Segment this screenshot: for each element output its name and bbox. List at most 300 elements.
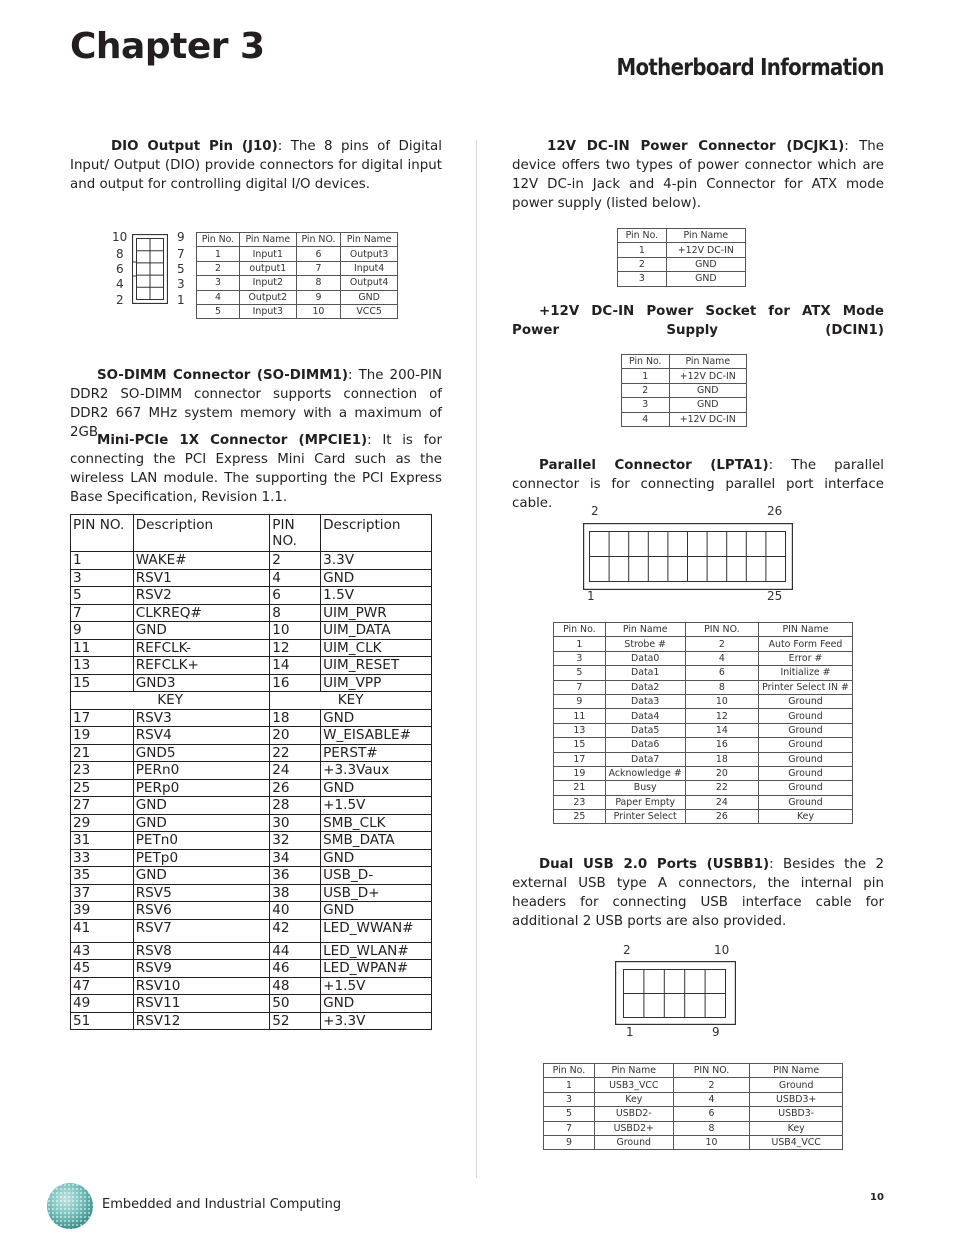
table-cell: 20 bbox=[685, 766, 758, 780]
table-row bbox=[71, 797, 432, 815]
dio-title: DIO Output Pin (J10) bbox=[111, 139, 278, 154]
usb-label: 2 bbox=[623, 943, 631, 957]
table-row bbox=[197, 276, 398, 290]
table-row bbox=[71, 832, 432, 850]
column-header: Description bbox=[321, 515, 432, 552]
table-row bbox=[71, 657, 432, 675]
table-cell: GND bbox=[341, 290, 398, 304]
table-cell: Ground bbox=[594, 1135, 673, 1149]
table-cell: GND bbox=[133, 814, 270, 832]
table-cell: Ground bbox=[759, 694, 853, 708]
table-cell: USB_D- bbox=[321, 867, 432, 885]
table-cell: 1 bbox=[71, 552, 134, 570]
table-cell: 19 bbox=[71, 727, 134, 745]
table-cell: 7 bbox=[71, 604, 134, 622]
sodimm-title: SO-DIMM Connector (SO-DIMM1) bbox=[97, 368, 348, 383]
table-cell: UIM_VPP bbox=[321, 674, 432, 692]
table-row bbox=[544, 1135, 843, 1149]
table-cell: SMB_CLK bbox=[321, 814, 432, 832]
table-row bbox=[71, 919, 432, 942]
table-cell: Input2 bbox=[239, 276, 296, 290]
minipcie-rows bbox=[71, 552, 432, 1030]
table-cell: Ground bbox=[759, 766, 853, 780]
table-cell: SMB_DATA bbox=[321, 832, 432, 850]
table-cell: 2 bbox=[618, 257, 667, 271]
table-cell: 25 bbox=[71, 779, 134, 797]
table-cell: +12V DC-IN bbox=[666, 243, 745, 257]
table-cell: 4 bbox=[673, 1092, 750, 1106]
table-cell: RSV4 bbox=[133, 727, 270, 745]
table-cell: 17 bbox=[554, 752, 606, 766]
table-row bbox=[622, 398, 747, 412]
dio-label: 2 bbox=[116, 293, 124, 307]
table-cell: Key bbox=[750, 1121, 843, 1135]
table-cell: 3 bbox=[544, 1092, 595, 1106]
table-cell: 27 bbox=[71, 797, 134, 815]
table-cell: 10 bbox=[296, 304, 341, 318]
table-cell: USB_D+ bbox=[321, 884, 432, 902]
table-cell: REFCLK- bbox=[133, 639, 270, 657]
usb-pin-table bbox=[543, 1063, 843, 1150]
table-cell: 2 bbox=[270, 552, 321, 570]
dio-label: 9 bbox=[177, 230, 185, 244]
table-cell: RSV8 bbox=[133, 942, 270, 960]
usb-header-shape bbox=[615, 961, 736, 1025]
table-cell: 16 bbox=[270, 674, 321, 692]
key-cell: KEY bbox=[270, 692, 432, 710]
table-cell: Ground bbox=[750, 1078, 843, 1092]
table-cell: USBD2+ bbox=[594, 1121, 673, 1135]
table-cell: 45 bbox=[71, 960, 134, 978]
dio-paragraph bbox=[70, 137, 442, 194]
column-header: Pin Name bbox=[605, 623, 685, 637]
dio-label: 4 bbox=[116, 277, 124, 291]
table-cell: 21 bbox=[71, 744, 134, 762]
table-cell: 34 bbox=[270, 849, 321, 867]
table-cell: 3 bbox=[197, 276, 240, 290]
table-header-row bbox=[618, 229, 746, 243]
table-cell: Input1 bbox=[239, 247, 296, 261]
table-cell: Data7 bbox=[605, 752, 685, 766]
minipcie-title: Mini-PCIe 1X Connector (MPCIE1) bbox=[97, 433, 368, 448]
dio-pin-table bbox=[196, 232, 398, 319]
table-cell: RSV12 bbox=[133, 1012, 270, 1030]
table-cell: GND bbox=[321, 569, 432, 587]
table-row bbox=[71, 569, 432, 587]
table-cell: 47 bbox=[71, 977, 134, 995]
table-cell: 20 bbox=[270, 727, 321, 745]
table-row bbox=[554, 637, 853, 651]
column-header: Pin Name bbox=[669, 355, 746, 369]
table-cell: 26 bbox=[685, 810, 758, 824]
table-row bbox=[544, 1092, 843, 1106]
table-cell: 33 bbox=[71, 849, 134, 867]
table-cell: Data3 bbox=[605, 694, 685, 708]
table-cell: 8 bbox=[270, 604, 321, 622]
table-cell: GND bbox=[133, 867, 270, 885]
table-row bbox=[71, 779, 432, 797]
table-row bbox=[554, 738, 853, 752]
table-cell: REFCLK+ bbox=[133, 657, 270, 675]
table-cell: 32 bbox=[270, 832, 321, 850]
column-header: Pin NO. bbox=[296, 233, 341, 247]
table-cell: USB3_VCC bbox=[594, 1078, 673, 1092]
table-cell: 38 bbox=[270, 884, 321, 902]
table-cell: 3 bbox=[622, 398, 670, 412]
table-cell: 36 bbox=[270, 867, 321, 885]
table-row bbox=[71, 587, 432, 605]
minipcie-text: : It is for connecting the PCI Express Mini Card such as the wireless LAN module. The supporting the PCI Express Base Specification, Revision 1.1. bbox=[70, 433, 442, 505]
table-cell: W_EISABLE# bbox=[321, 727, 432, 745]
table-row bbox=[71, 622, 432, 640]
table-cell: 28 bbox=[270, 797, 321, 815]
table-row bbox=[554, 651, 853, 665]
table-row bbox=[554, 810, 853, 824]
table-cell: 44 bbox=[270, 942, 321, 960]
table-row bbox=[544, 1078, 843, 1092]
table-cell: 8 bbox=[685, 680, 758, 694]
table-header-row bbox=[71, 515, 432, 552]
table-cell: 3 bbox=[554, 651, 606, 665]
table-cell: GND bbox=[321, 995, 432, 1013]
table-row bbox=[71, 942, 432, 960]
usb-label: 9 bbox=[712, 1025, 720, 1039]
lpt-label: 26 bbox=[767, 504, 783, 518]
column-header: Description bbox=[133, 515, 270, 552]
table-header-row bbox=[544, 1064, 843, 1078]
table-row bbox=[544, 1107, 843, 1121]
table-row bbox=[197, 261, 398, 275]
table-cell: 51 bbox=[71, 1012, 134, 1030]
key-row bbox=[71, 692, 432, 710]
table-cell: GND bbox=[666, 257, 745, 271]
column-header: PIN NO. bbox=[673, 1064, 750, 1078]
lpt-label: 2 bbox=[591, 504, 599, 518]
table-cell: +12V DC-IN bbox=[669, 412, 746, 426]
table-cell: 15 bbox=[554, 738, 606, 752]
table-cell: GND3 bbox=[133, 674, 270, 692]
table-cell: GND bbox=[321, 709, 432, 727]
table-cell: Acknowledge # bbox=[605, 766, 685, 780]
table-cell: USBD3- bbox=[750, 1107, 843, 1121]
table-cell: 11 bbox=[554, 709, 606, 723]
table-cell: UIM_RESET bbox=[321, 657, 432, 675]
lpt-label: 25 bbox=[767, 589, 783, 603]
column-header: Pin No. bbox=[554, 623, 606, 637]
table-cell: UIM_CLK bbox=[321, 639, 432, 657]
table-cell: 2 bbox=[685, 637, 758, 651]
table-row bbox=[71, 867, 432, 885]
table-cell: Data5 bbox=[605, 723, 685, 737]
table-row bbox=[554, 694, 853, 708]
table-cell: 24 bbox=[685, 795, 758, 809]
column-header: Pin No. bbox=[622, 355, 670, 369]
table-row bbox=[71, 744, 432, 762]
dio-label: 8 bbox=[116, 247, 124, 261]
table-cell: Auto Form Feed bbox=[759, 637, 853, 651]
table-cell: Data2 bbox=[605, 680, 685, 694]
table-cell: 9 bbox=[544, 1135, 595, 1149]
table-cell: UIM_PWR bbox=[321, 604, 432, 622]
table-cell: 24 bbox=[270, 762, 321, 780]
table-cell: 48 bbox=[270, 977, 321, 995]
key-cell: KEY bbox=[71, 692, 270, 710]
table-cell: 41 bbox=[71, 919, 134, 942]
table-cell: GND bbox=[133, 622, 270, 640]
table-cell: 6 bbox=[673, 1107, 750, 1121]
minipcie-pin-table bbox=[70, 514, 432, 1030]
table-cell: 1 bbox=[554, 637, 606, 651]
table-cell: GND bbox=[669, 398, 746, 412]
table-row bbox=[544, 1121, 843, 1135]
table-cell: GND bbox=[666, 272, 745, 286]
table-row bbox=[554, 766, 853, 780]
dcjk-pin-table bbox=[617, 228, 746, 287]
table-cell: Ground bbox=[759, 752, 853, 766]
table-row bbox=[71, 709, 432, 727]
usb-label: 10 bbox=[714, 943, 730, 957]
dio-label: 7 bbox=[177, 247, 185, 261]
table-row bbox=[554, 709, 853, 723]
table-cell: 22 bbox=[685, 781, 758, 795]
table-row bbox=[71, 552, 432, 570]
table-cell: 4 bbox=[197, 290, 240, 304]
table-cell: CLKREQ# bbox=[133, 604, 270, 622]
table-row bbox=[71, 849, 432, 867]
table-cell: 23 bbox=[71, 762, 134, 780]
table-cell: UIM_DATA bbox=[321, 622, 432, 640]
usb-label: 1 bbox=[626, 1025, 634, 1039]
table-cell: 37 bbox=[71, 884, 134, 902]
table-cell: VCC5 bbox=[341, 304, 398, 318]
dio-text: : The 8 pins of Digital Input/ Output (DIO) provide connectors for digital input and output for controlling digital I/O devices. bbox=[70, 139, 442, 192]
table-cell: 3 bbox=[618, 272, 667, 286]
table-cell: 10 bbox=[685, 694, 758, 708]
chapter-heading: Chapter 3 bbox=[70, 26, 265, 67]
usb-text: : Besides the 2 external USB type A connectors, the internal pin headers for connecting USB interface cable for additional 2 USB ports are also provided. bbox=[512, 857, 884, 929]
table-cell: 13 bbox=[71, 657, 134, 675]
table-cell: PERST# bbox=[321, 744, 432, 762]
table-cell: PETn0 bbox=[133, 832, 270, 850]
dio-label: 6 bbox=[116, 262, 124, 276]
table-cell: 16 bbox=[685, 738, 758, 752]
table-cell: 7 bbox=[544, 1121, 595, 1135]
table-cell: Output3 bbox=[341, 247, 398, 261]
table-cell: GND bbox=[669, 383, 746, 397]
table-row bbox=[71, 1012, 432, 1030]
lpt-title: Parallel Connector (LPTA1) bbox=[539, 458, 769, 473]
table-cell: 9 bbox=[71, 622, 134, 640]
table-cell: 1 bbox=[618, 243, 667, 257]
table-cell: Ground bbox=[759, 709, 853, 723]
table-cell: 39 bbox=[71, 902, 134, 920]
dio-label: 3 bbox=[177, 277, 185, 291]
table-cell: 21 bbox=[554, 781, 606, 795]
table-cell: 7 bbox=[296, 261, 341, 275]
table-cell: 12 bbox=[685, 709, 758, 723]
table-row bbox=[554, 795, 853, 809]
dio-label: 5 bbox=[177, 262, 185, 276]
table-cell: 8 bbox=[673, 1121, 750, 1135]
table-cell: Ground bbox=[759, 738, 853, 752]
table-cell: 18 bbox=[685, 752, 758, 766]
table-cell: +1.5V bbox=[321, 797, 432, 815]
table-cell: Busy bbox=[605, 781, 685, 795]
table-cell: Data4 bbox=[605, 709, 685, 723]
table-cell: USBD2- bbox=[594, 1107, 673, 1121]
column-header: Pin No. bbox=[544, 1064, 595, 1078]
table-cell: +1.5V bbox=[321, 977, 432, 995]
table-row bbox=[71, 762, 432, 780]
table-cell: Ground bbox=[759, 795, 853, 809]
table-cell: 5 bbox=[554, 666, 606, 680]
table-cell: GND bbox=[321, 849, 432, 867]
table-cell: 2 bbox=[622, 383, 670, 397]
table-cell: Input4 bbox=[341, 261, 398, 275]
lpt-header-shape bbox=[583, 523, 793, 590]
table-row bbox=[197, 290, 398, 304]
table-cell: 12 bbox=[270, 639, 321, 657]
table-cell: 22 bbox=[270, 744, 321, 762]
table-cell: RSV3 bbox=[133, 709, 270, 727]
table-cell: 31 bbox=[71, 832, 134, 850]
table-row bbox=[197, 304, 398, 318]
table-cell: +12V DC-IN bbox=[669, 369, 746, 383]
table-cell: 13 bbox=[554, 723, 606, 737]
table-cell: 4 bbox=[685, 651, 758, 665]
table-cell: 6 bbox=[296, 247, 341, 261]
table-cell: 10 bbox=[673, 1135, 750, 1149]
table-cell: Printer Select bbox=[605, 810, 685, 824]
table-cell: 15 bbox=[71, 674, 134, 692]
table-cell: WAKE# bbox=[133, 552, 270, 570]
table-cell: PERp0 bbox=[133, 779, 270, 797]
table-cell: 42 bbox=[270, 919, 321, 942]
table-row bbox=[71, 674, 432, 692]
table-cell: 2 bbox=[197, 261, 240, 275]
table-cell: 23 bbox=[554, 795, 606, 809]
table-cell: 1 bbox=[197, 247, 240, 261]
table-cell: 8 bbox=[296, 276, 341, 290]
table-row bbox=[197, 247, 398, 261]
table-row bbox=[554, 666, 853, 680]
column-header: Pin No. bbox=[618, 229, 667, 243]
table-row bbox=[71, 995, 432, 1013]
table-row bbox=[554, 752, 853, 766]
table-cell: 10 bbox=[270, 622, 321, 640]
table-row bbox=[71, 977, 432, 995]
table-cell: 11 bbox=[71, 639, 134, 657]
table-cell: 30 bbox=[270, 814, 321, 832]
table-cell: Data6 bbox=[605, 738, 685, 752]
table-row bbox=[71, 727, 432, 745]
table-cell: USB4_VCC bbox=[750, 1135, 843, 1149]
table-cell: GND bbox=[133, 797, 270, 815]
table-cell: LED_WLAN# bbox=[321, 942, 432, 960]
table-cell: 26 bbox=[270, 779, 321, 797]
dcjk-paragraph bbox=[512, 137, 884, 213]
dcin-heading bbox=[512, 302, 884, 340]
table-cell: RSV7 bbox=[133, 919, 270, 942]
table-row bbox=[71, 884, 432, 902]
table-cell: 46 bbox=[270, 960, 321, 978]
table-row bbox=[71, 902, 432, 920]
table-cell: LED_WPAN# bbox=[321, 960, 432, 978]
table-cell: Key bbox=[594, 1092, 673, 1106]
table-cell: PERn0 bbox=[133, 762, 270, 780]
dio-label: 1 bbox=[177, 293, 185, 307]
table-cell: Data0 bbox=[605, 651, 685, 665]
table-cell: Initialize # bbox=[759, 666, 853, 680]
usb-paragraph bbox=[512, 855, 884, 931]
table-cell: 50 bbox=[270, 995, 321, 1013]
table-cell: Output4 bbox=[341, 276, 398, 290]
table-cell: 43 bbox=[71, 942, 134, 960]
table-cell: 3.3V bbox=[321, 552, 432, 570]
column-header: PIN NO. bbox=[270, 515, 321, 552]
table-cell: 18 bbox=[270, 709, 321, 727]
table-row bbox=[622, 369, 747, 383]
table-cell: 29 bbox=[71, 814, 134, 832]
table-cell: RSV6 bbox=[133, 902, 270, 920]
dio-label: 10 bbox=[112, 230, 128, 244]
column-divider bbox=[476, 140, 477, 1178]
table-cell: Input3 bbox=[239, 304, 296, 318]
table-cell: 2 bbox=[673, 1078, 750, 1092]
sodimm-text: : The 200-PIN DDR2 SO-DIMM connector supports connection of DDR2 667 MHz system memory with a maximum of 2GB. bbox=[70, 368, 442, 440]
table-cell: Key bbox=[759, 810, 853, 824]
dio-header-shape bbox=[132, 234, 168, 304]
table-header-row bbox=[554, 623, 853, 637]
table-cell: USBD3+ bbox=[750, 1092, 843, 1106]
column-header: Pin Name bbox=[341, 233, 398, 247]
dcjk-text: : The device offers two types of power connector which are 12V DC-in Jack and 4-pin Connector for ATX mode power supply (listed below). bbox=[512, 139, 884, 211]
table-cell: PETp0 bbox=[133, 849, 270, 867]
table-cell: Output2 bbox=[239, 290, 296, 304]
lpt-pin-table bbox=[553, 622, 853, 824]
company-logo-icon bbox=[47, 1183, 93, 1229]
table-cell: Strobe # bbox=[605, 637, 685, 651]
table-cell: RSV5 bbox=[133, 884, 270, 902]
table-row bbox=[71, 960, 432, 978]
table-row bbox=[554, 781, 853, 795]
table-cell: +3.3Vaux bbox=[321, 762, 432, 780]
table-cell: 5 bbox=[197, 304, 240, 318]
table-cell: 1 bbox=[544, 1078, 595, 1092]
table-cell: 6 bbox=[685, 666, 758, 680]
lpt-paragraph bbox=[512, 456, 884, 513]
table-row bbox=[618, 272, 746, 286]
table-row bbox=[618, 243, 746, 257]
table-cell: 49 bbox=[71, 995, 134, 1013]
table-cell: 4 bbox=[270, 569, 321, 587]
minipcie-paragraph bbox=[70, 431, 442, 507]
table-row bbox=[554, 680, 853, 694]
table-cell: 3 bbox=[71, 569, 134, 587]
table-cell: +3.3V bbox=[321, 1012, 432, 1030]
page-number: 10 bbox=[870, 1192, 884, 1203]
table-cell: 9 bbox=[554, 694, 606, 708]
table-cell: Paper Empty bbox=[605, 795, 685, 809]
table-cell: Data1 bbox=[605, 666, 685, 680]
table-cell: 9 bbox=[296, 290, 341, 304]
table-cell: 35 bbox=[71, 867, 134, 885]
table-cell: 25 bbox=[554, 810, 606, 824]
table-header-row bbox=[197, 233, 398, 247]
dcin-title: +12V DC-IN Power Socket for ATX Mode Power Supply (DCIN1) bbox=[512, 304, 884, 338]
table-cell: output1 bbox=[239, 261, 296, 275]
table-cell: Ground bbox=[759, 723, 853, 737]
